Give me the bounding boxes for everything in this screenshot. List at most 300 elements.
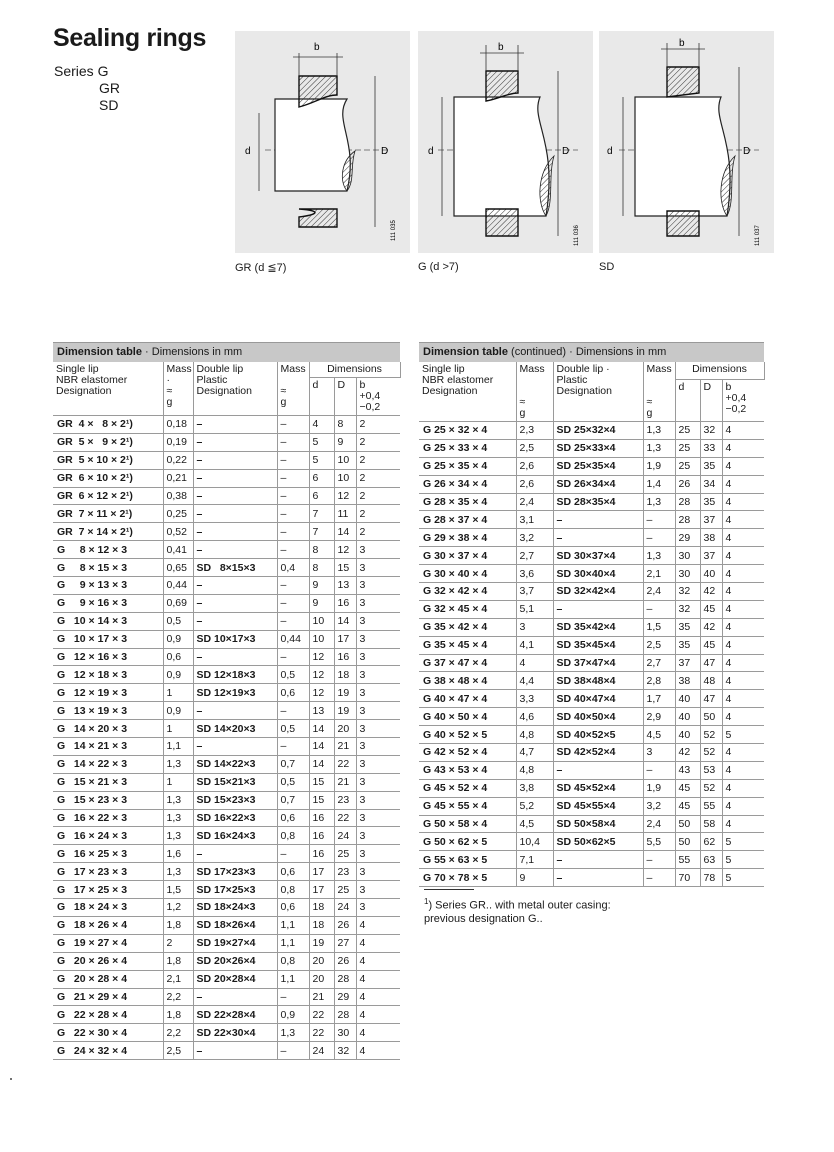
table-row xyxy=(53,1042,400,1060)
dimension-table-right xyxy=(419,342,764,887)
double-lip-designation: – xyxy=(193,487,277,505)
single-lip-designation: G 40 × 47 × 4 xyxy=(419,690,516,708)
table-heading xyxy=(419,343,764,362)
table-row xyxy=(53,505,400,523)
single-lip-designation: G 29 × 38 × 4 xyxy=(419,529,516,547)
dim-d: 18 xyxy=(309,916,334,934)
mass-single: 4,4 xyxy=(516,672,553,690)
series-item: SD xyxy=(99,97,119,113)
dim-D: 42 xyxy=(700,618,722,636)
dim-b: 4 xyxy=(356,1042,400,1060)
double-lip-designation: SD 25×35×4 xyxy=(553,457,643,475)
col-mass: Mass ≈ g xyxy=(516,362,553,422)
dim-b: 4 xyxy=(722,708,764,726)
table-row xyxy=(53,594,400,612)
single-lip-designation: G 15 × 21 × 3 xyxy=(53,773,163,791)
dim-D: 52 xyxy=(700,779,722,797)
dim-d: 32 xyxy=(675,600,700,618)
double-lip-designation: – xyxy=(193,577,277,595)
col-double-lip: Double lip Plastic Designation xyxy=(193,362,277,416)
double-lip-designation: SD 45×52×4 xyxy=(553,779,643,797)
dim-d: 45 xyxy=(675,779,700,797)
mass-double: 0,6 xyxy=(277,899,309,917)
col-single-lip: Single lip NBR elastomer Designation xyxy=(53,362,163,416)
dim-b: 4 xyxy=(722,422,764,440)
dim-D: 13 xyxy=(334,577,356,595)
dim-b: 3 xyxy=(356,612,400,630)
dim-D: 19 xyxy=(334,684,356,702)
mass-single: 1 xyxy=(163,684,193,702)
mass-single: 7,1 xyxy=(516,851,553,869)
single-lip-designation: G 16 × 25 × 3 xyxy=(53,845,163,863)
table-row xyxy=(419,565,764,583)
table-row xyxy=(53,541,400,559)
dim-b: 3 xyxy=(356,845,400,863)
dim-b: 3 xyxy=(356,666,400,684)
dim-D: 8 xyxy=(334,416,356,434)
dim-b: 4 xyxy=(722,672,764,690)
dim-D: 30 xyxy=(334,1024,356,1042)
dim-D: 20 xyxy=(334,720,356,738)
mass-single: 4,5 xyxy=(516,815,553,833)
dim-b-label: b xyxy=(314,42,320,53)
single-lip-designation: G 30 × 37 × 4 xyxy=(419,547,516,565)
dim-d: 16 xyxy=(309,827,334,845)
figure-gr-drawing xyxy=(235,31,410,253)
double-lip-designation: SD 15×21×3 xyxy=(193,773,277,791)
double-lip-designation: – xyxy=(553,600,643,618)
dim-d: 12 xyxy=(309,666,334,684)
mass-double: – xyxy=(277,541,309,559)
dim-b: 4 xyxy=(356,988,400,1006)
dim-D: 55 xyxy=(700,797,722,815)
dim-d: 14 xyxy=(309,720,334,738)
mass-double: 2,4 xyxy=(643,815,675,833)
mass-double: 5,5 xyxy=(643,833,675,851)
mass-single: 2,1 xyxy=(163,970,193,988)
dim-b: 3 xyxy=(356,791,400,809)
double-lip-designation: SD 10×17×3 xyxy=(193,630,277,648)
mass-double: 1,9 xyxy=(643,457,675,475)
dim-D: 24 xyxy=(334,899,356,917)
dim-b: 4 xyxy=(722,475,764,493)
dim-D: 28 xyxy=(334,1006,356,1024)
single-lip-designation: G 12 × 16 × 3 xyxy=(53,648,163,666)
double-lip-designation: SD 8×15×3 xyxy=(193,559,277,577)
dim-d: 17 xyxy=(309,863,334,881)
dim-b: 4 xyxy=(722,511,764,529)
figure-code: 111 037 xyxy=(755,225,761,246)
table-body xyxy=(53,416,400,1060)
dim-b: 2 xyxy=(356,433,400,451)
mass-single: 2 xyxy=(163,934,193,952)
dim-d: 30 xyxy=(675,547,700,565)
double-lip-designation: SD 18×24×3 xyxy=(193,899,277,917)
mass-double: – xyxy=(277,1042,309,1060)
dim-D: 22 xyxy=(334,809,356,827)
single-lip-designation: GR 6 × 12 × 2¹) xyxy=(53,487,163,505)
dim-D: 22 xyxy=(334,755,356,773)
table-row xyxy=(53,791,400,809)
double-lip-designation: SD 17×23×3 xyxy=(193,863,277,881)
mass-double: 0,6 xyxy=(277,684,309,702)
scan-speck xyxy=(10,1078,12,1080)
double-lip-designation: – xyxy=(193,469,277,487)
table-row xyxy=(53,952,400,970)
mass-double: – xyxy=(277,433,309,451)
table-row xyxy=(419,690,764,708)
mass-single: 0,5 xyxy=(163,612,193,630)
mass-double: 1,5 xyxy=(643,618,675,636)
dim-b: 4 xyxy=(722,565,764,583)
mass-single: 0,52 xyxy=(163,523,193,541)
series-list xyxy=(54,63,120,114)
single-lip-designation: G 14 × 20 × 3 xyxy=(53,720,163,738)
dim-b: 3 xyxy=(356,541,400,559)
dim-D: 37 xyxy=(700,511,722,529)
table-row xyxy=(53,755,400,773)
dim-D: 34 xyxy=(700,475,722,493)
table-heading-rest: · Dimensions in mm xyxy=(141,346,243,358)
dim-d: 29 xyxy=(675,529,700,547)
dim-D: 63 xyxy=(700,851,722,869)
mass-single: 4,6 xyxy=(516,708,553,726)
dim-d: 13 xyxy=(309,702,334,720)
dim-b: 4 xyxy=(722,547,764,565)
single-lip-designation: G 18 × 24 × 3 xyxy=(53,899,163,917)
dim-b: 4 xyxy=(722,457,764,475)
table-row xyxy=(419,833,764,851)
mass-double: 2,9 xyxy=(643,708,675,726)
table-row xyxy=(53,416,400,434)
double-lip-designation: – xyxy=(193,451,277,469)
double-lip-designation: – xyxy=(193,1042,277,1060)
mass-double: – xyxy=(277,988,309,1006)
mass-double: 0,8 xyxy=(277,827,309,845)
dim-D: 23 xyxy=(334,791,356,809)
table-row xyxy=(53,559,400,577)
dim-b: 4 xyxy=(722,797,764,815)
footnote-mark: 1 xyxy=(424,897,429,906)
dim-d: 17 xyxy=(309,881,334,899)
dim-d: 28 xyxy=(675,493,700,511)
mass-single: 0,19 xyxy=(163,433,193,451)
mass-double: 0,5 xyxy=(277,720,309,738)
double-lip-designation: SD 38×48×4 xyxy=(553,672,643,690)
figure-gr xyxy=(235,31,410,253)
double-lip-designation: SD 26×34×4 xyxy=(553,475,643,493)
dim-d: 8 xyxy=(309,541,334,559)
single-lip-designation: G 16 × 24 × 3 xyxy=(53,827,163,845)
mass-double: 1,9 xyxy=(643,779,675,797)
dim-D: 21 xyxy=(334,773,356,791)
mass-single: 2,3 xyxy=(516,422,553,440)
mass-double: – xyxy=(277,469,309,487)
mass-double: – xyxy=(277,577,309,595)
double-lip-designation: SD 28×35×4 xyxy=(553,493,643,511)
mass-single: 10,4 xyxy=(516,833,553,851)
dim-D: 19 xyxy=(334,702,356,720)
dim-D: 35 xyxy=(700,493,722,511)
dim-d: 25 xyxy=(675,422,700,440)
table-row xyxy=(53,827,400,845)
table-row xyxy=(53,899,400,917)
double-lip-designation: SD 17×25×3 xyxy=(193,881,277,899)
table-row xyxy=(53,934,400,952)
mass-double: – xyxy=(277,594,309,612)
mass-double: – xyxy=(643,600,675,618)
dim-b: 3 xyxy=(356,577,400,595)
mass-single: 3,6 xyxy=(516,565,553,583)
dim-b: 5 xyxy=(722,726,764,744)
dim-D: 25 xyxy=(334,845,356,863)
table-row xyxy=(53,773,400,791)
dim-D: 14 xyxy=(334,523,356,541)
single-lip-designation: G 55 × 63 × 5 xyxy=(419,851,516,869)
double-lip-designation: SD 30×37×4 xyxy=(553,547,643,565)
mass-single: 3,8 xyxy=(516,779,553,797)
dim-d: 15 xyxy=(309,773,334,791)
mass-single: 1,3 xyxy=(163,755,193,773)
mass-single: 2,5 xyxy=(516,439,553,457)
figure-sd xyxy=(599,31,774,253)
dim-d: 45 xyxy=(675,797,700,815)
table-row xyxy=(419,583,764,601)
table-row xyxy=(53,702,400,720)
dim-d: 43 xyxy=(675,761,700,779)
dim-d: 10 xyxy=(309,612,334,630)
table-row xyxy=(53,863,400,881)
dim-b: 2 xyxy=(356,469,400,487)
dim-d: 70 xyxy=(675,869,700,887)
dim-d: 42 xyxy=(675,744,700,762)
col-dimensions: Dimensions xyxy=(309,362,400,378)
mass-single: 1,8 xyxy=(163,1006,193,1024)
dim-b-label: b xyxy=(498,42,504,53)
dim-b: 3 xyxy=(356,738,400,756)
mass-single: 2,7 xyxy=(516,547,553,565)
dim-D: 16 xyxy=(334,648,356,666)
single-lip-designation: G 70 × 78 × 5 xyxy=(419,869,516,887)
double-lip-designation: – xyxy=(193,523,277,541)
dim-D: 45 xyxy=(700,600,722,618)
mass-double: 2,1 xyxy=(643,565,675,583)
dim-b: 4 xyxy=(356,1006,400,1024)
dim-d: 21 xyxy=(309,988,334,1006)
page-title: Sealing rings xyxy=(53,24,207,52)
mass-double: 1,1 xyxy=(277,970,309,988)
table-row xyxy=(53,916,400,934)
mass-double: 0,5 xyxy=(277,773,309,791)
dim-D: 28 xyxy=(334,970,356,988)
mass-double: 0,6 xyxy=(277,863,309,881)
mass-single: 3,7 xyxy=(516,583,553,601)
mass-double: 2,7 xyxy=(643,654,675,672)
double-lip-designation: SD 12×18×3 xyxy=(193,666,277,684)
dim-d: 9 xyxy=(309,594,334,612)
dim-d: 10 xyxy=(309,630,334,648)
mass-double: 0,7 xyxy=(277,755,309,773)
dim-d: 16 xyxy=(309,845,334,863)
col-d: d xyxy=(675,379,700,421)
col-b: b +0,4 −0,2 xyxy=(722,379,764,421)
mass-double: 1,3 xyxy=(277,1024,309,1042)
figure-caption: GR (d ≦7) xyxy=(235,262,287,274)
dim-D: 33 xyxy=(700,439,722,457)
dim-D-label: D xyxy=(743,146,751,157)
dim-b: 3 xyxy=(356,684,400,702)
mass-double: 1,1 xyxy=(277,934,309,952)
double-lip-designation: SD 30×40×4 xyxy=(553,565,643,583)
dim-b: 3 xyxy=(356,630,400,648)
double-lip-designation: SD 40×50×4 xyxy=(553,708,643,726)
double-lip-designation: SD 15×23×3 xyxy=(193,791,277,809)
dim-d: 15 xyxy=(309,791,334,809)
table-heading-bold: Dimension table xyxy=(57,346,142,358)
table-row xyxy=(53,988,400,1006)
single-lip-designation: G 45 × 55 × 4 xyxy=(419,797,516,815)
double-lip-designation: – xyxy=(553,529,643,547)
double-lip-designation: SD 40×47×4 xyxy=(553,690,643,708)
double-lip-designation: SD 14×22×3 xyxy=(193,755,277,773)
dim-d: 26 xyxy=(675,475,700,493)
table-row xyxy=(419,600,764,618)
mass-single: 0,9 xyxy=(163,702,193,720)
double-lip-designation: SD 16×22×3 xyxy=(193,809,277,827)
dim-d: 22 xyxy=(309,1006,334,1024)
single-lip-designation: G 20 × 28 × 4 xyxy=(53,970,163,988)
table-row xyxy=(53,666,400,684)
single-lip-designation: G 25 × 32 × 4 xyxy=(419,422,516,440)
dim-b: 4 xyxy=(722,636,764,654)
mass-single: 4,8 xyxy=(516,726,553,744)
dim-D: 35 xyxy=(700,457,722,475)
table-row xyxy=(53,845,400,863)
double-lip-designation: – xyxy=(193,612,277,630)
dim-D: 26 xyxy=(334,952,356,970)
table-row xyxy=(419,779,764,797)
table-row xyxy=(419,422,764,440)
mass-double: – xyxy=(277,523,309,541)
dim-D: 48 xyxy=(700,672,722,690)
mass-single: 0,22 xyxy=(163,451,193,469)
mass-single: 3 xyxy=(516,618,553,636)
dim-b: 4 xyxy=(722,493,764,511)
single-lip-designation: G 20 × 26 × 4 xyxy=(53,952,163,970)
table-row xyxy=(53,1006,400,1024)
dimension-table xyxy=(53,362,401,1060)
dim-b: 3 xyxy=(356,773,400,791)
series-item: GR xyxy=(99,80,120,96)
mass-double: 1,3 xyxy=(643,422,675,440)
figure-sd-drawing xyxy=(599,31,774,253)
mass-double: 1,1 xyxy=(277,916,309,934)
figure-code: 111 035 xyxy=(391,220,397,241)
table-row xyxy=(53,433,400,451)
double-lip-designation: – xyxy=(553,511,643,529)
mass-double: 0,8 xyxy=(277,952,309,970)
table-row xyxy=(419,493,764,511)
single-lip-designation: G 38 × 48 × 4 xyxy=(419,672,516,690)
double-lip-designation: SD 19×27×4 xyxy=(193,934,277,952)
dim-d: 40 xyxy=(675,690,700,708)
single-lip-designation: G 17 × 23 × 3 xyxy=(53,863,163,881)
mass-double: – xyxy=(277,416,309,434)
table-row xyxy=(419,511,764,529)
double-lip-designation: SD 25×32×4 xyxy=(553,422,643,440)
double-lip-designation: – xyxy=(193,988,277,1006)
mass-double: – xyxy=(277,845,309,863)
dim-d: 28 xyxy=(675,511,700,529)
dim-b: 3 xyxy=(356,559,400,577)
single-lip-designation: G 28 × 35 × 4 xyxy=(419,493,516,511)
dim-b: 5 xyxy=(722,833,764,851)
mass-double: 2,8 xyxy=(643,672,675,690)
mass-single: 2,4 xyxy=(516,493,553,511)
mass-single: 0,41 xyxy=(163,541,193,559)
single-lip-designation: G 15 × 23 × 3 xyxy=(53,791,163,809)
double-lip-designation: SD 18×26×4 xyxy=(193,916,277,934)
table-row xyxy=(419,869,764,887)
mass-single: 2,2 xyxy=(163,1024,193,1042)
double-lip-designation: – xyxy=(193,416,277,434)
mass-single: 0,25 xyxy=(163,505,193,523)
single-lip-designation: G 9 × 16 × 3 xyxy=(53,594,163,612)
dim-d: 19 xyxy=(309,934,334,952)
single-lip-designation: G 26 × 34 × 4 xyxy=(419,475,516,493)
dim-d: 14 xyxy=(309,755,334,773)
table-row xyxy=(419,672,764,690)
single-lip-designation: G 25 × 33 × 4 xyxy=(419,439,516,457)
single-lip-designation: GR 7 × 14 × 2¹) xyxy=(53,523,163,541)
dim-D: 12 xyxy=(334,487,356,505)
double-lip-designation: SD 25×33×4 xyxy=(553,439,643,457)
mass-double: 3 xyxy=(643,744,675,762)
mass-single: 2,6 xyxy=(516,457,553,475)
dim-D: 52 xyxy=(700,744,722,762)
dim-D: 24 xyxy=(334,827,356,845)
mass-single: 2,2 xyxy=(163,988,193,1006)
mass-single: 1,3 xyxy=(163,827,193,845)
single-lip-designation: GR 4 × 8 × 2¹) xyxy=(53,416,163,434)
dim-d: 12 xyxy=(309,648,334,666)
single-lip-designation: GR 5 × 10 × 2¹) xyxy=(53,451,163,469)
single-lip-designation: G 25 × 35 × 4 xyxy=(419,457,516,475)
mass-double: 3,2 xyxy=(643,797,675,815)
dim-D: 47 xyxy=(700,654,722,672)
figure-caption: SD xyxy=(599,261,615,273)
dim-D: 10 xyxy=(334,451,356,469)
table-row xyxy=(53,612,400,630)
dim-b: 3 xyxy=(356,827,400,845)
dim-D: 16 xyxy=(334,594,356,612)
double-lip-designation: – xyxy=(193,594,277,612)
table-row xyxy=(419,797,764,815)
table-row xyxy=(53,451,400,469)
dim-D: 58 xyxy=(700,815,722,833)
dim-d: 35 xyxy=(675,618,700,636)
table-heading-rest: (continued) · Dimensions in mm xyxy=(507,346,667,358)
single-lip-designation: G 32 × 42 × 4 xyxy=(419,583,516,601)
table-row xyxy=(419,654,764,672)
dim-D: 37 xyxy=(700,547,722,565)
figure-code: 111 036 xyxy=(574,225,580,246)
table-row xyxy=(53,630,400,648)
dim-b: 4 xyxy=(356,1024,400,1042)
dim-D: 27 xyxy=(334,934,356,952)
single-lip-designation: G 42 × 52 × 4 xyxy=(419,744,516,762)
dim-d: 18 xyxy=(309,899,334,917)
